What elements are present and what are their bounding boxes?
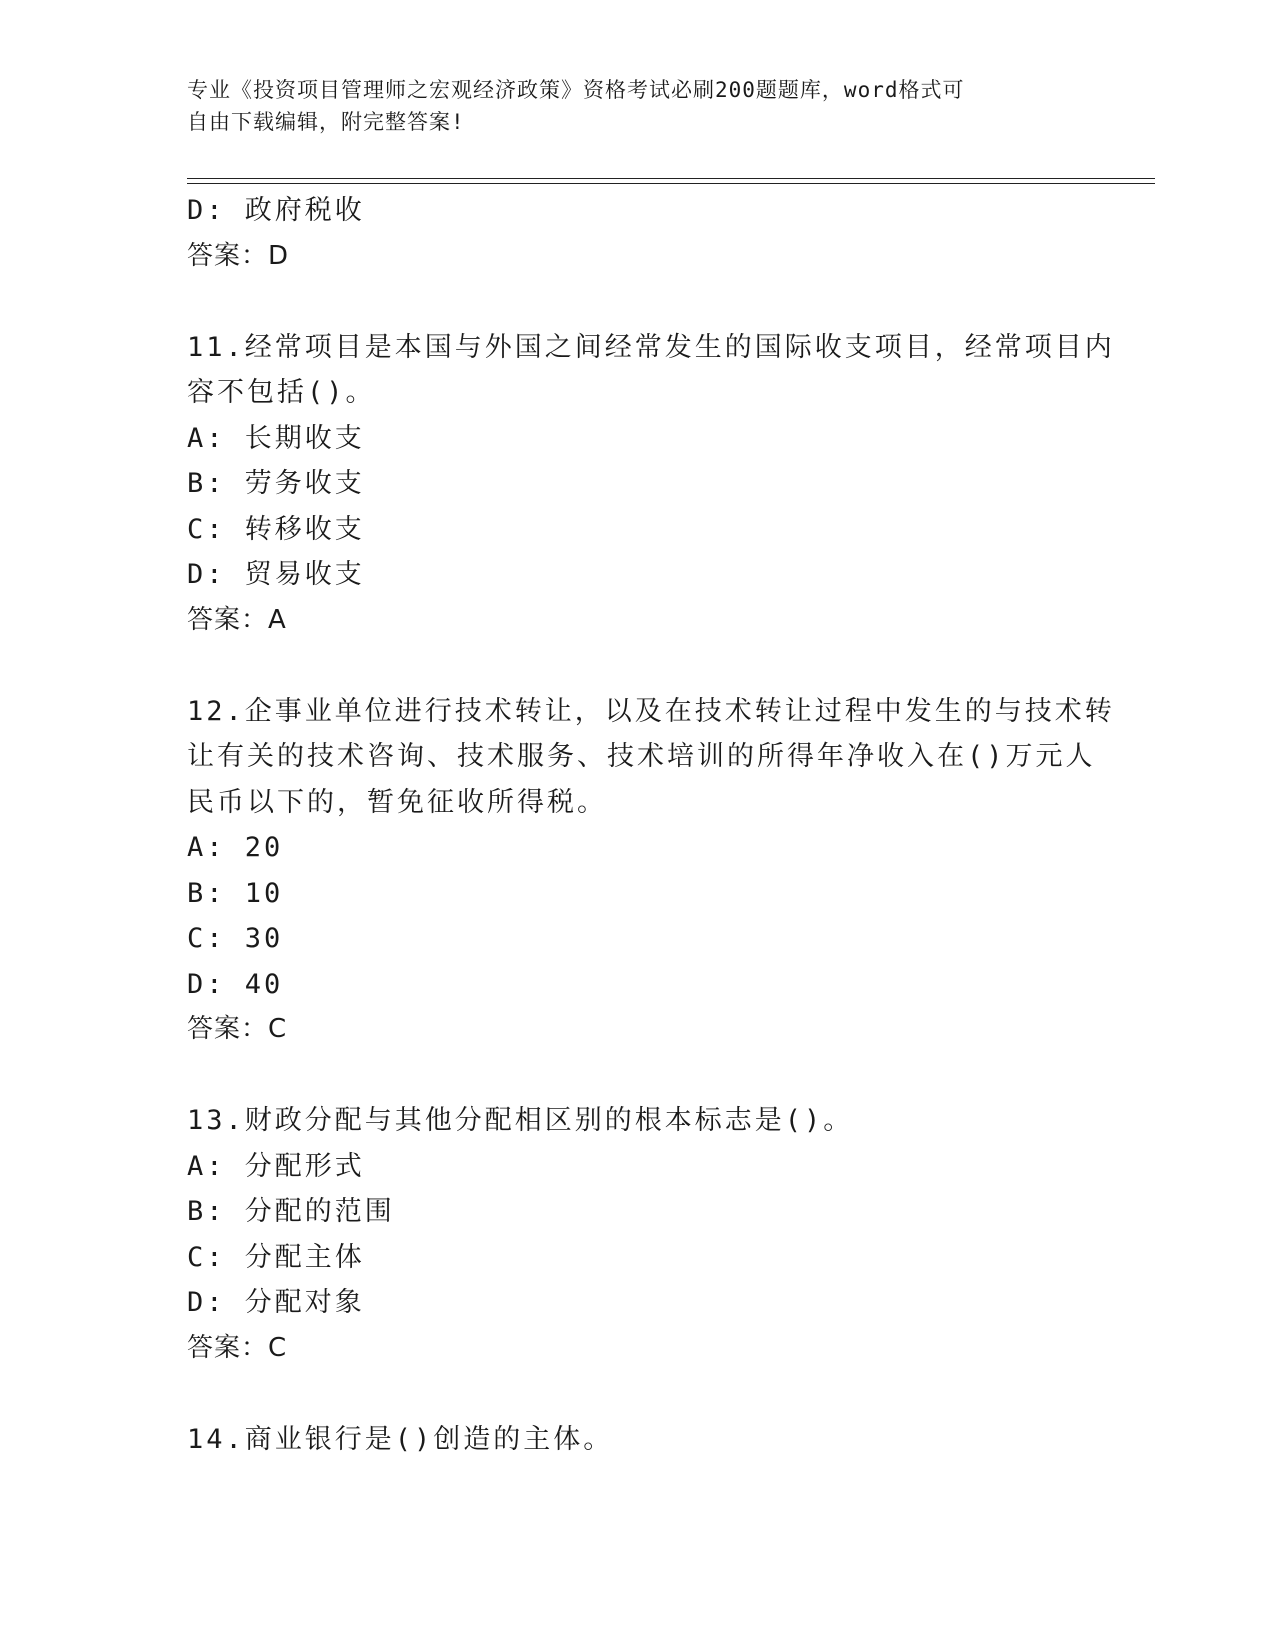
question-text-line: 12.企事业单位进行技术转让，以及在技术转让过程中发生的与技术转 [187, 695, 1115, 727]
answer: 答案：C [187, 1332, 288, 1363]
question-14 [187, 1417, 1087, 1463]
option-a: A: 分配形式 [187, 1150, 365, 1182]
question-text-line: 让有关的技术咨询、技术服务、技术培训的所得年净收入在()万元人 [187, 741, 1096, 772]
question-text-line: 14.商业银行是()创造的主体。 [187, 1423, 614, 1455]
option-a: A: 长期收支 [187, 422, 365, 454]
header-line-2: 自由下载编辑，附完整答案! [187, 110, 465, 134]
spacer [187, 1053, 1087, 1099]
spacer [187, 643, 1087, 689]
option-d: D: 40 [187, 968, 284, 1000]
question-text-line: 民币以下的，暂免征收所得税。 [187, 786, 607, 818]
header-divider-bottom [187, 183, 1155, 184]
header-divider-top [187, 178, 1155, 179]
answer: 答案：C [187, 1014, 288, 1044]
question-text-line: 容不包括()。 [187, 377, 376, 408]
option-c: C: 转移收支 [187, 513, 365, 545]
spacer [187, 279, 1087, 325]
option-b: B: 10 [187, 877, 284, 909]
question-text-line: 11.经常项目是本国与外国之间经常发生的国际收支项目，经常项目内 [187, 331, 1115, 363]
option-a: A: 20 [187, 832, 284, 863]
question-11 [187, 325, 1115, 644]
option-d: D: 贸易收支 [187, 559, 365, 590]
question-12 [187, 689, 1115, 1053]
spacer [187, 1371, 1087, 1417]
document-body [187, 188, 1115, 1462]
option-d: D: 分配对象 [187, 1287, 365, 1318]
option-d: D: 政府税收 [187, 195, 365, 226]
page-header [187, 74, 1067, 138]
question-text-line: 13.财政分配与其他分配相区别的根本标志是()。 [187, 1105, 854, 1136]
answer: 答案：A [187, 604, 287, 635]
header-line-1: 专业《投资项目管理师之宏观经济政策》资格考试必刷200题题库，word格式可 [187, 78, 965, 102]
option-c: C: 30 [187, 923, 284, 954]
option-b: B: 劳务收支 [187, 468, 365, 499]
answer: 答案：D [187, 240, 290, 271]
option-b: B: 分配的范围 [187, 1196, 395, 1227]
question-13 [187, 1098, 1087, 1371]
option-c: C: 分配主体 [187, 1241, 365, 1273]
